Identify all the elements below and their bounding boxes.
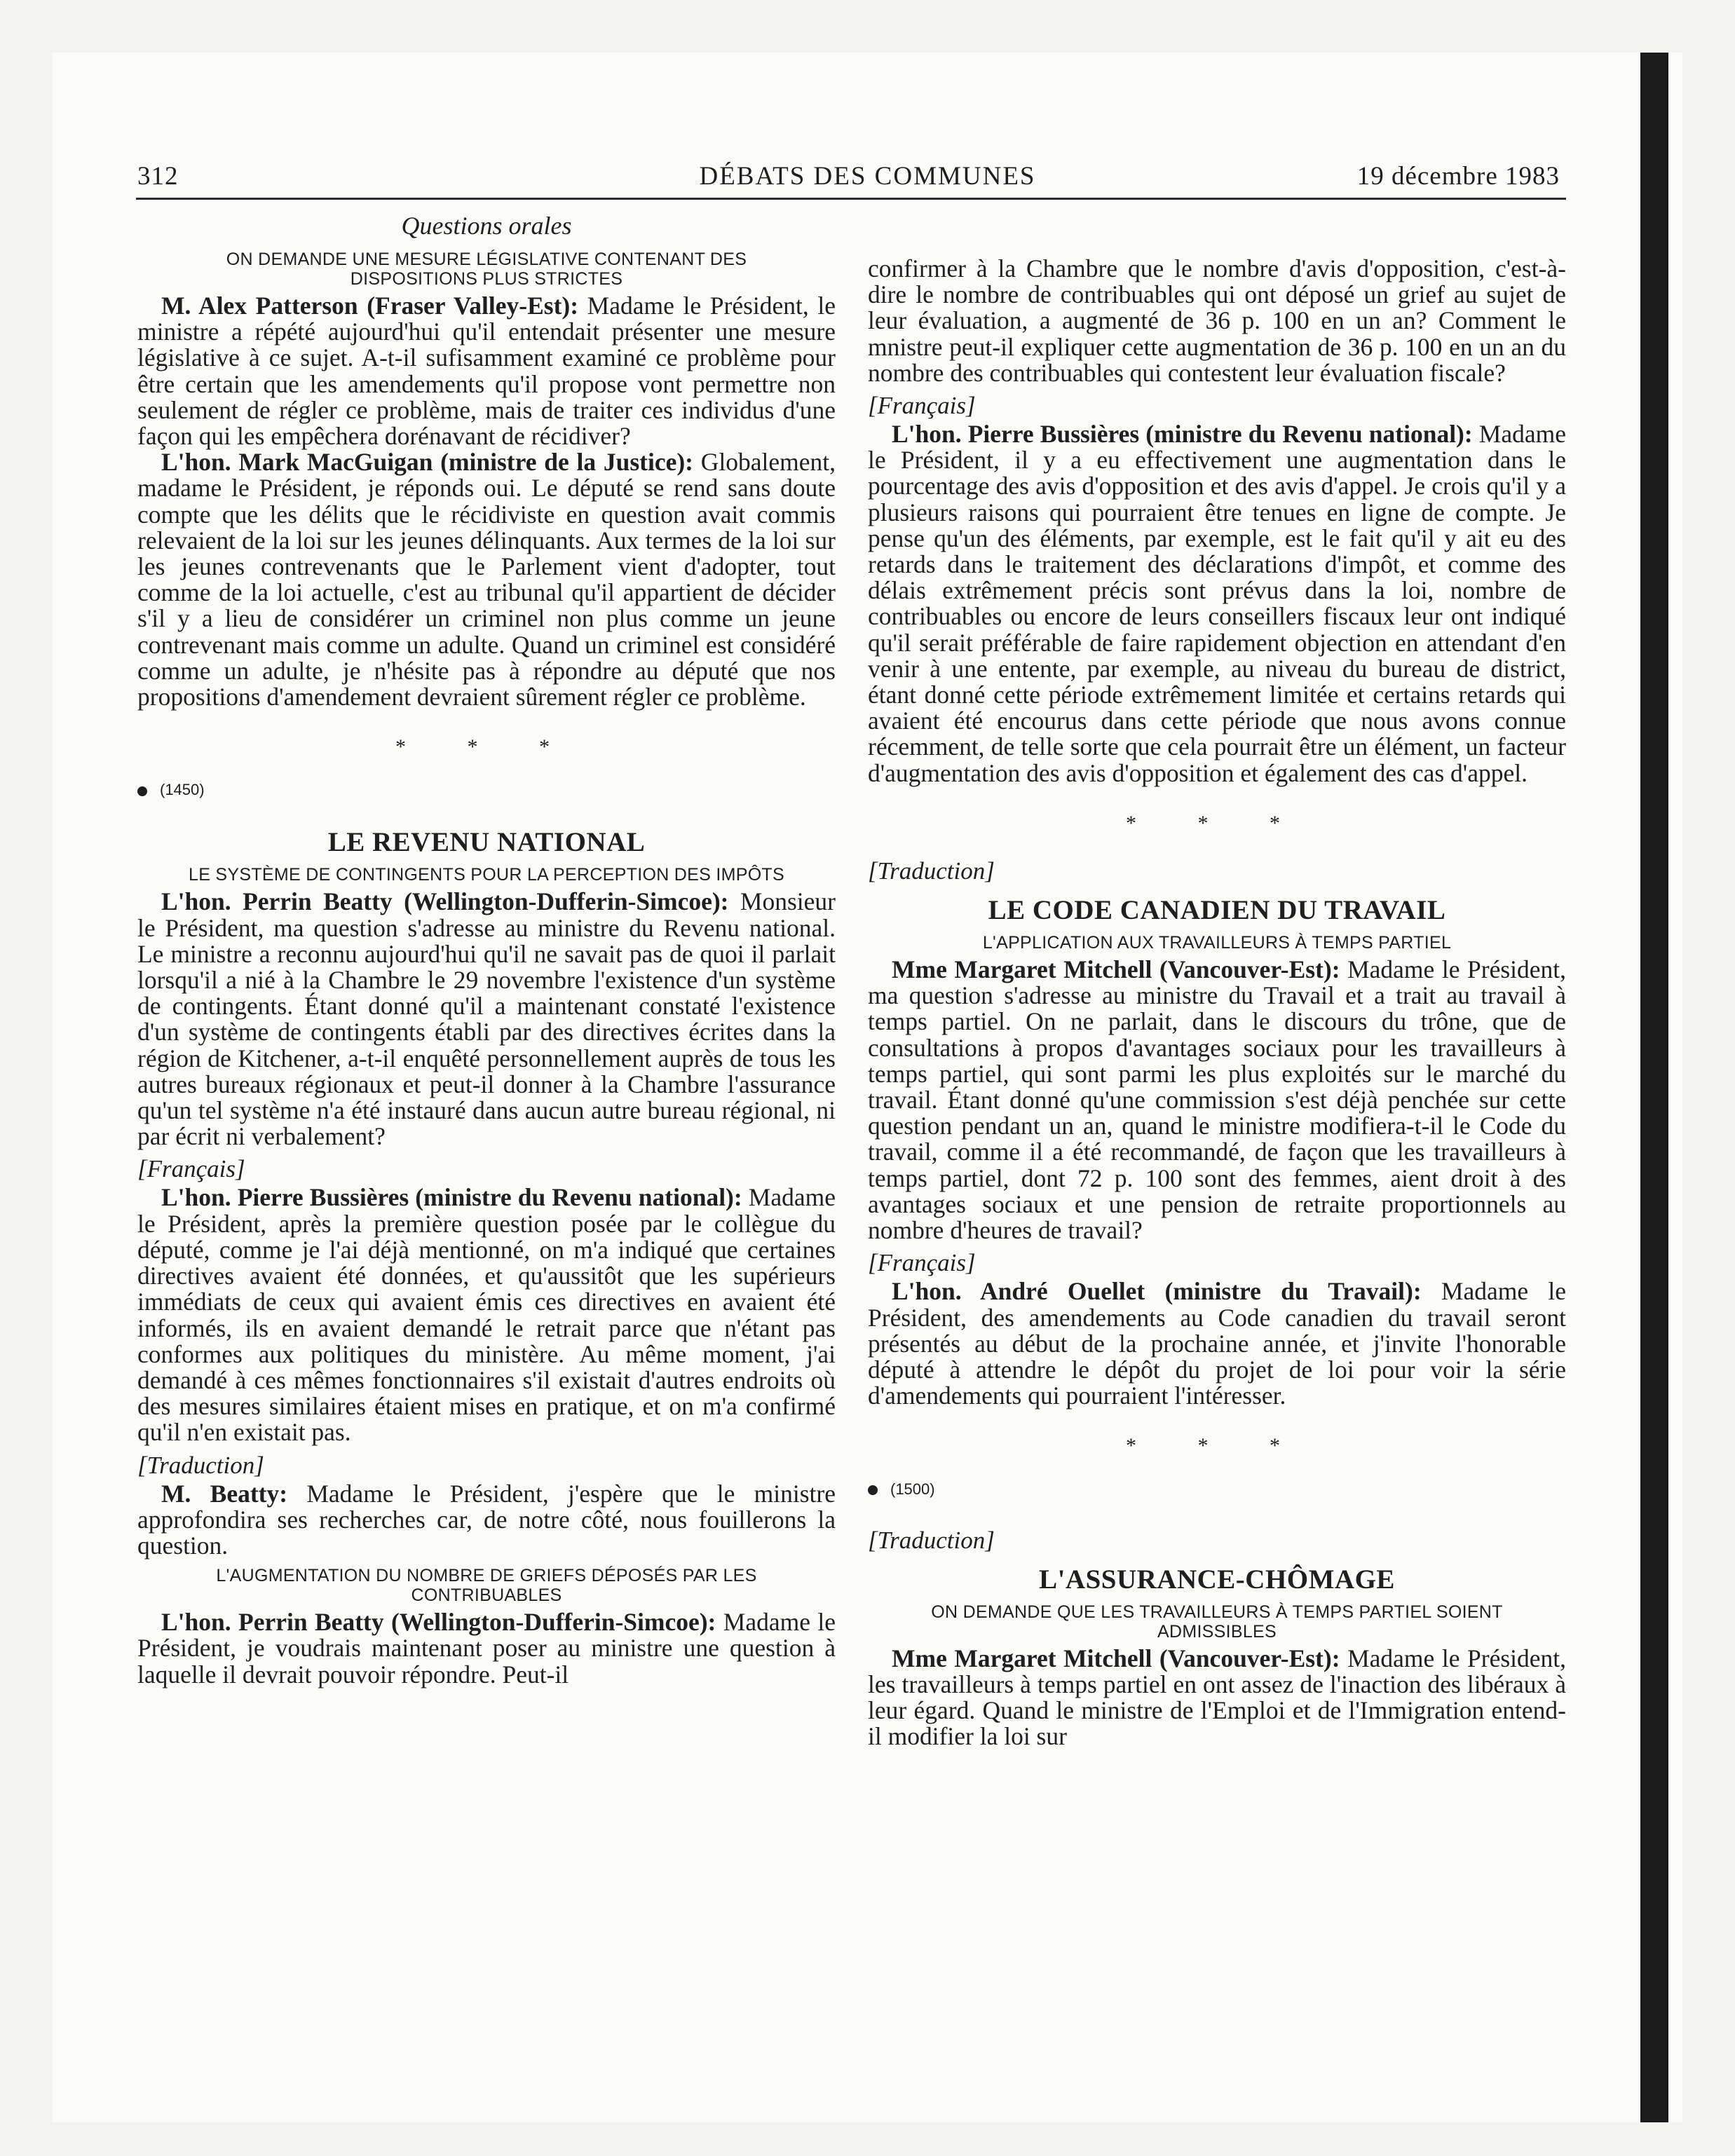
speech-text: Madame le Président, le ministre a répété aujourd'hui qu'il entendait présenter une mesure législative à ce sujet. A-t-il sufisamment examiné ce problème pour être certain que les amendements qu'il propose vont permettre non seulement de régler ce problème, mais de traiter ces individus d'une façon qui les empêchera dorénavant de récidiver? (137, 292, 836, 451)
paragraph (137, 449, 836, 710)
paragraph (868, 1278, 1566, 1409)
language-marker: [Traduction] (868, 1526, 995, 1554)
subheading: ON DEMANDE QUE LES TRAVAILLEURS À TEMPS PARTIEL SOIENT ADMISSIBLES (931, 1602, 1503, 1642)
time-label: (1450) (160, 781, 205, 799)
subheading: ON DEMANDE UNE MESURE LÉGISLATIVE CONTENANT DES DISPOSITIONS PLUS STRICTES (226, 250, 747, 289)
speaker-name: L'hon. Pierre Bussières (ministre du Revenu national): (892, 420, 1473, 449)
speech-text: Monsieur le Président, ma question s'adresse au ministre du Revenu national. Le ministre a reconnu aujourd'hui qu'il ne savait pas de quoi il parlait lorsqu'il a nié à la Chambre le 29 novembre l'existence d'un système de contingents. Étant donné qu'il a maintenant constaté l'existence d'un système de contingents établi par des directives écrites dans la région de Kitchener, a-t-il enquêté personnellement auprès de tous les autres bureaux régionaux et peut-il donner à la Chambre l'assurance qu'un tel système n'a été instauré dans aucun autre bureau régional, ni par écrit ni verbalement? (137, 887, 836, 1151)
speaker-name: L'hon. Mark MacGuigan (ministre de la Justice): (161, 448, 694, 477)
subheading: LE SYSTÈME DE CONTINGENTS POUR LA PERCEPTION DES IMPÔTS (189, 865, 784, 885)
speaker-name: L'hon. André Ouellet (ministre du Travail): (892, 1277, 1422, 1306)
speech-text: Madame le Président, je voudrais maintenant poser au ministre une question à laquelle il devrait pouvoir répondre. Peut-il (137, 1608, 836, 1688)
separator-stars: * * * (395, 735, 578, 759)
bullet-icon (137, 786, 147, 796)
header-rule (136, 198, 1566, 200)
speaker-name: M. Alex Patterson (Fraser Valley-Est): (161, 292, 579, 320)
speech-text: Madame le Président, les travailleurs à temps partiel en ont assez de l'inaction des libéraux à leur égard. Quand le ministre de l'Emploi et de l'Immigration entend-il modifier la loi sur (868, 1644, 1567, 1751)
right-column (868, 256, 1566, 1749)
section-title: Questions orales (401, 212, 572, 240)
speech-text: Madame le Président, j'espère que le ministre approfondira ses recherches car, de notre côté, nous fouillerons la question. (137, 1479, 836, 1560)
paragraph (868, 957, 1566, 1243)
paragraph (137, 293, 836, 449)
paragraph (868, 1646, 1566, 1750)
speaker-name: M. Beatty: (161, 1479, 288, 1508)
language-marker: [Français] (868, 392, 976, 420)
paragraph (137, 889, 836, 1149)
speech-text: Madame le Président, ma question s'adresse au ministre du Travail et a trait au travail à temps partiel. On ne parlait, dans le discours du trône, que de consultations à propos d'avantages sociaux pour les travailleurs à temps partiel, qui sont parmi les plus exploités sur le marché du travail. Étant donné qu'une commission s'est déjà penchée sur cette question pendant un an, quand le ministre modifiera-t-il le Code du travail, comme il a été recommandé, de façon que les travailleurs à temps partiel, dont 72 p. 100 sont des femmes, aient droit à des avantages sociaux et une pension de retraite proportionnels au nombre d'heures de travail? (868, 955, 1567, 1245)
speaker-name: L'hon. Pierre Bussières (ministre du Revenu national): (161, 1183, 742, 1212)
separator-stars: * * * (1126, 1434, 1308, 1458)
page-number: 312 (137, 162, 179, 191)
separator-stars: * * * (1126, 811, 1308, 835)
rubric-title: L'ASSURANCE-CHÔMAGE (1039, 1564, 1395, 1595)
page-date: 19 décembre 1983 (1356, 162, 1560, 191)
language-marker: [Traduction] (137, 1451, 264, 1479)
rubric-title: LE CODE CANADIEN DU TRAVAIL (988, 895, 1446, 926)
paragraph: confirmer à la Chambre que le nombre d'avis d'opposition, c'est-à-dire le nombre de contribuables qui ont déposé un grief au sujet de leur évaluation, a augmenté de 36 p. 100 en un an? Comment le mnistre peut-il expliquer cette augmentation de 36 p. 100 en un an du nombre des contribuables qui contestent leur évaluation fiscale? (868, 254, 1566, 387)
speech-text: Madame le Président, après la première question posée par le collègue du député, comme je l'ai déjà mentionné, on m'a indiqué que certaines directives avaient été données, et qu'aussitôt que les supérieurs immédiats de ceux qui avaient émis ces directives en avaient été informés, ils en avaient demandé le retrait parce que n'étant pas conformes aux politiques du ministère. Au même moment, j'ai demandé à ces mêmes fonctionnaires s'il existait d'autres endroits où des mesures similaires étaient mises en pratique, et on m'a confirmé qu'il n'en existait pas. (137, 1183, 836, 1447)
running-title: DÉBATS DES COMMUNES (699, 162, 1036, 191)
left-column (137, 212, 836, 1688)
bullet-icon (868, 1485, 878, 1495)
language-marker: [Français] (137, 1155, 245, 1183)
speaker-name: L'hon. Perrin Beatty (Wellington-Dufferin-Simcoe): (161, 887, 729, 916)
paragraph (868, 421, 1566, 786)
paragraph (137, 1609, 836, 1688)
time-marker (137, 781, 836, 799)
language-marker: [Français] (868, 1249, 976, 1277)
time-label: (1500) (890, 1480, 935, 1498)
speaker-name: Mme Margaret Mitchell (Vancouver-Est): (892, 1644, 1340, 1672)
scan-edge-bar (1640, 53, 1668, 2122)
subheading: L'APPLICATION AUX TRAVAILLEURS À TEMPS PARTIEL (982, 933, 1452, 953)
speech-text: Globalement, madame le Président, je réponds oui. Le député se rend sans doute compte que les délits que le récidiviste en question avait commis relevaient de la loi sur les jeunes délinquants. Aux termes de la loi sur les jeunes contrevenants que le Parlement vient d'adopter, tout comme de la loi actuelle, c'est au tribunal qu'il appartient de décider s'il y a lieu de considérer un criminel non plus comme un jeune contrevenant mais comme un adulte. Quand un criminel est considéré comme un adulte, je n'hésite pas à répondre au député que nos propositions d'amendement devraient sûrement régler ce problème. (137, 448, 836, 711)
speech-text: Madame le Président, il y a eu effectivement une augmentation dans le pourcentage des avis d'opposition et des avis d'appel. Je crois qu'il y a plusieurs raisons qui pourraient être tenues en ligne de compte. Je pense qu'un des éléments, par exemple, est le fait qu'il y ait eu des retards dans le traitement des déclarations d'impôt, et comme des délais extrêmement précis sont prévus dans la loi, nombre de contribuables ou encore de leurs conseillers fiscaux leur ont indiqué qu'il serait préférable de faire rapidement objection en attendant d'en venir à une entente, par exemple, au niveau du bureau de district, étant donné cette période extrêmement limitée et certains retards qui avaient été encourus dans cette période que nous avons connue récemment, de telle sorte que cela pourrait être un élément, un facteur d'augmentation des avis d'opposition et également des cas d'appel. (868, 420, 1566, 787)
speaker-name: Mme Margaret Mitchell (Vancouver-Est): (892, 955, 1340, 984)
rubric-title: LE REVENU NATIONAL (327, 827, 646, 858)
speaker-name: L'hon. Perrin Beatty (Wellington-Dufferin-Simcoe): (161, 1608, 716, 1637)
speech-text: Madame le Président, des amendements au Code canadien du travail seront présentés au début de la prochaine année, et j'invite l'honorable député à attendre le dépôt du projet de loi pour voir la série d'amendements qui pourraient l'intéresser. (868, 1277, 1566, 1410)
time-marker (868, 1480, 1566, 1499)
subheading: L'AUGMENTATION DU NOMBRE DE GRIEFS DÉPOSÉS PAR LES CONTRIBUABLES (216, 1566, 757, 1606)
paragraph (137, 1481, 836, 1560)
language-marker: [Traduction] (868, 857, 995, 885)
paragraph (137, 1185, 836, 1445)
